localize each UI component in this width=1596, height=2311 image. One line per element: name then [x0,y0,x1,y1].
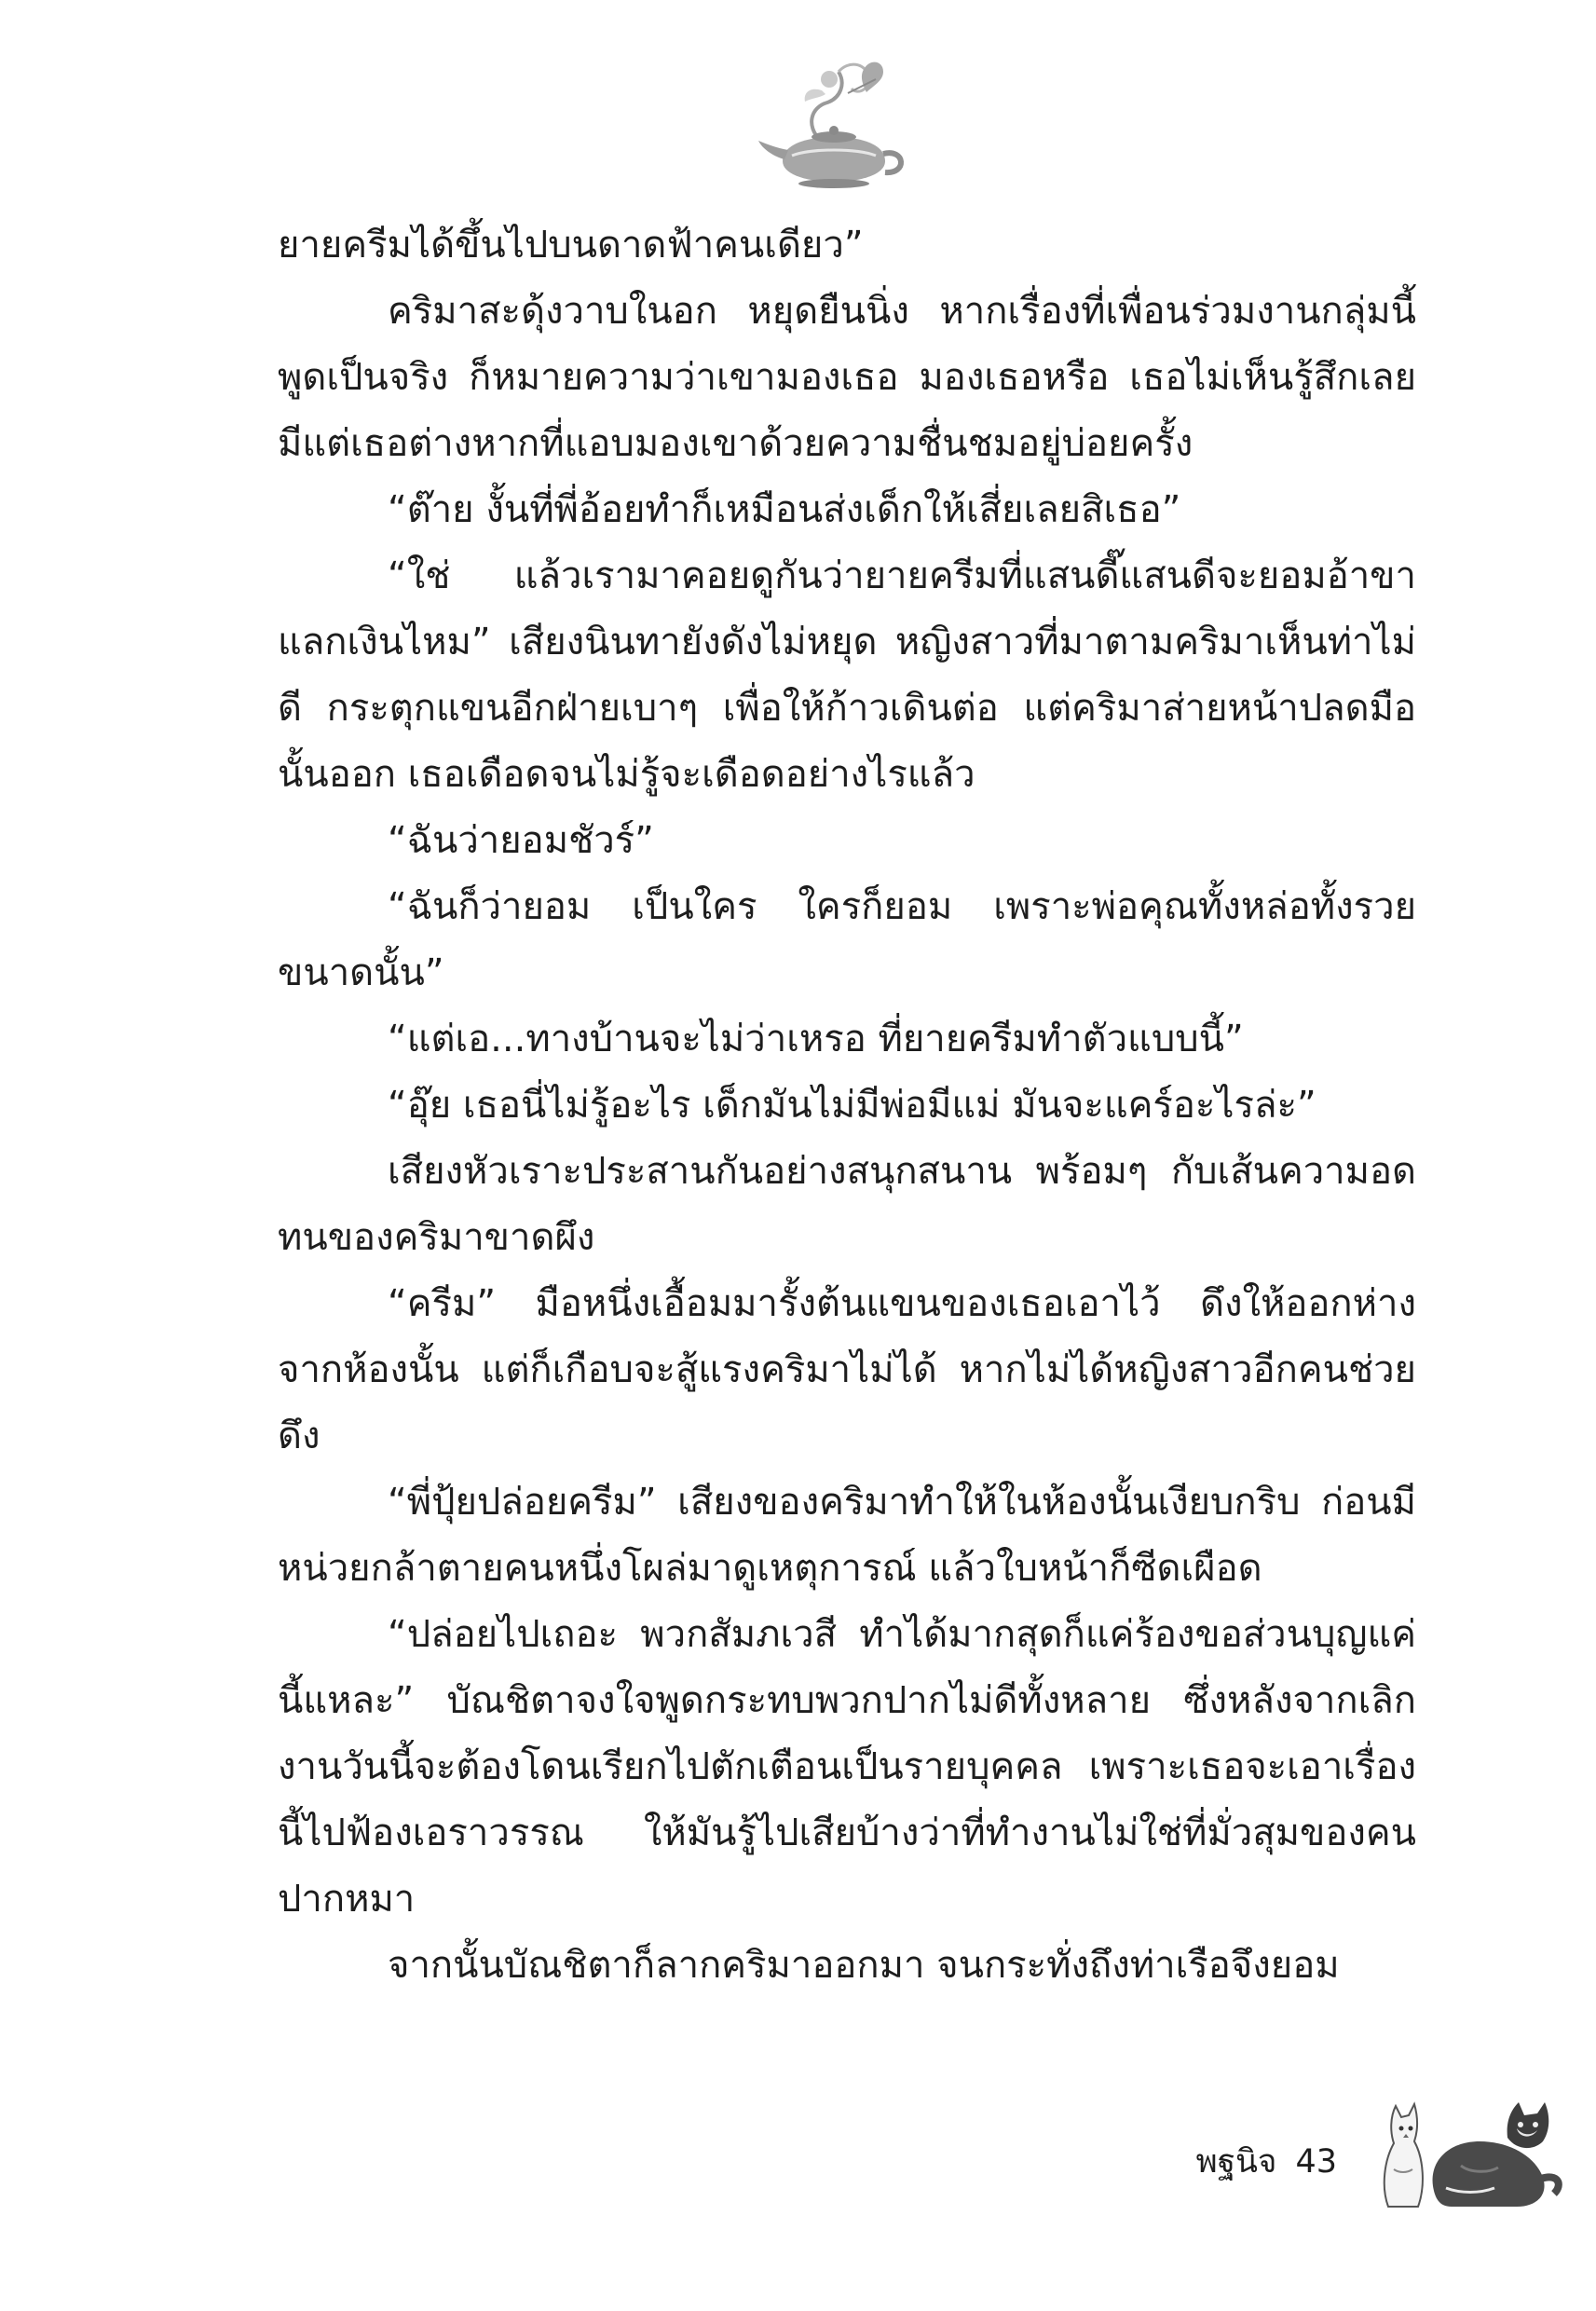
paragraph-2: คริมาสะดุ้งวาบในอก หยุดยืนนิ่ง หากเรื่องที่เพื่อนร่วมงานกลุ่มนี้พูดเป็นจริง ก็หมายความว่าเขามองเธอ มองเธอหรือ เธอไม่เห็นรู้สึกเลย มีแต่เธอต่างหากที่แอบมองเขาด้วยความชื่นชมอยู่บ่อยครั้ง [278,290,1416,465]
cupid-teapot-ornament-icon [755,51,913,191]
paragraph-13: จากนั้นบัณชิตาก็ลากคริมาออกมา จนกระทั่งถึงท่าเรือจึงยอม [388,1944,1340,1987]
page-footer [1196,2136,1337,2187]
story-body [278,212,1416,1999]
paragraph-12: “ปล่อยไปเถอะ พวกสัมภเวสี ทำได้มากสุดก็แค่ร้องขอส่วนบุญแค่นี้แหละ” บัณชิตาจงใจพูดกระทบพวกปากไม่ดีทั้งหลาย ซึ่งหลังจากเลิกงานวันนี้จะต้องโดนเรียกไปตักเตือนเป็นรายบุคคล เพราะเธอจะเอาเรื่องนี้ไปฟ้องเอราวรรณ ให้มันรู้ไปเสียบ้างว่าที่ทำงานไม่ใช่ที่มั่วสุมของคนปากหมา [278,1613,1416,1921]
paragraph-4: “ใช่ แล้วเรามาคอยดูกันว่ายายครีมที่แสนดี๊แสนดีจะยอมอ้าขาแลกเงินไหม” เสียงนินทายังดังไม่หยุด หญิงสาวที่มาตามคริมาเห็นท่าไม่ดี กระตุกแขนอีกฝ่ายเบาๆ เพื่อให้ก้าวเดินต่อ แต่คริมาส่ายหน้าปลดมือนั้นออก เธอเดือดจนไม่รู้จะเดือดอย่างไรแล้ว [278,554,1416,796]
paragraph-5: “ฉันว่ายอมชัวร์” [388,819,654,862]
paragraph-9: เสียงหัวเราะประสานกันอย่างสนุกสนาน พร้อมๆ กับเส้นความอดทนของคริมาขาดผึง [278,1150,1416,1259]
page-number: 43 [1295,2143,1337,2181]
paragraph-6: “ฉันก็ว่ายอม เป็นใคร ใครก็ยอม เพราะพ่อคุณทั้งหล่อทั้งรวยขนาดนั้น” [278,885,1416,994]
two-cats-icon [1368,2076,1568,2211]
author-name: พฐนิจ [1195,2143,1277,2181]
paragraph-7: “แต่เอ...ทางบ้านจะไม่ว่าเหรอ ที่ยายครีมทำตัวแบบนี้” [388,1018,1244,1060]
paragraph-1: ยายครีมได้ขึ้นไปบนดาดฟ้าคนเดียว” [278,224,864,267]
paragraph-11: “พี่ปุ้ยปล่อยครีม” เสียงของคริมาทำให้ในห้องนั้นเงียบกริบ ก่อนมีหน่วยกล้าตายคนหนึ่งโผล่มาดูเหตุการณ์ แล้วใบหน้าก็ซีดเผือด [278,1481,1416,1590]
paragraph-3: “ต๊าย งั้นที่พี่อ้อยทำก็เหมือนส่งเด็กให้เสี่ยเลยสิเธอ” [388,488,1181,531]
paragraph-10: “ครีม” มือหนึ่งเอื้อมมารั้งต้นแขนของเธอเอาไว้ ดึงให้ออกห่างจากห้องนั้น แต่ก็เกือบจะสู้แรงคริมาไม่ได้ หากไม่ได้หญิงสาวอีกคนช่วยดึง [278,1282,1416,1457]
paragraph-8: “อุ๊ย เธอนี่ไม่รู้อะไร เด็กมันไม่มีพ่อมีแม่ มันจะแคร์อะไรล่ะ” [388,1084,1316,1127]
